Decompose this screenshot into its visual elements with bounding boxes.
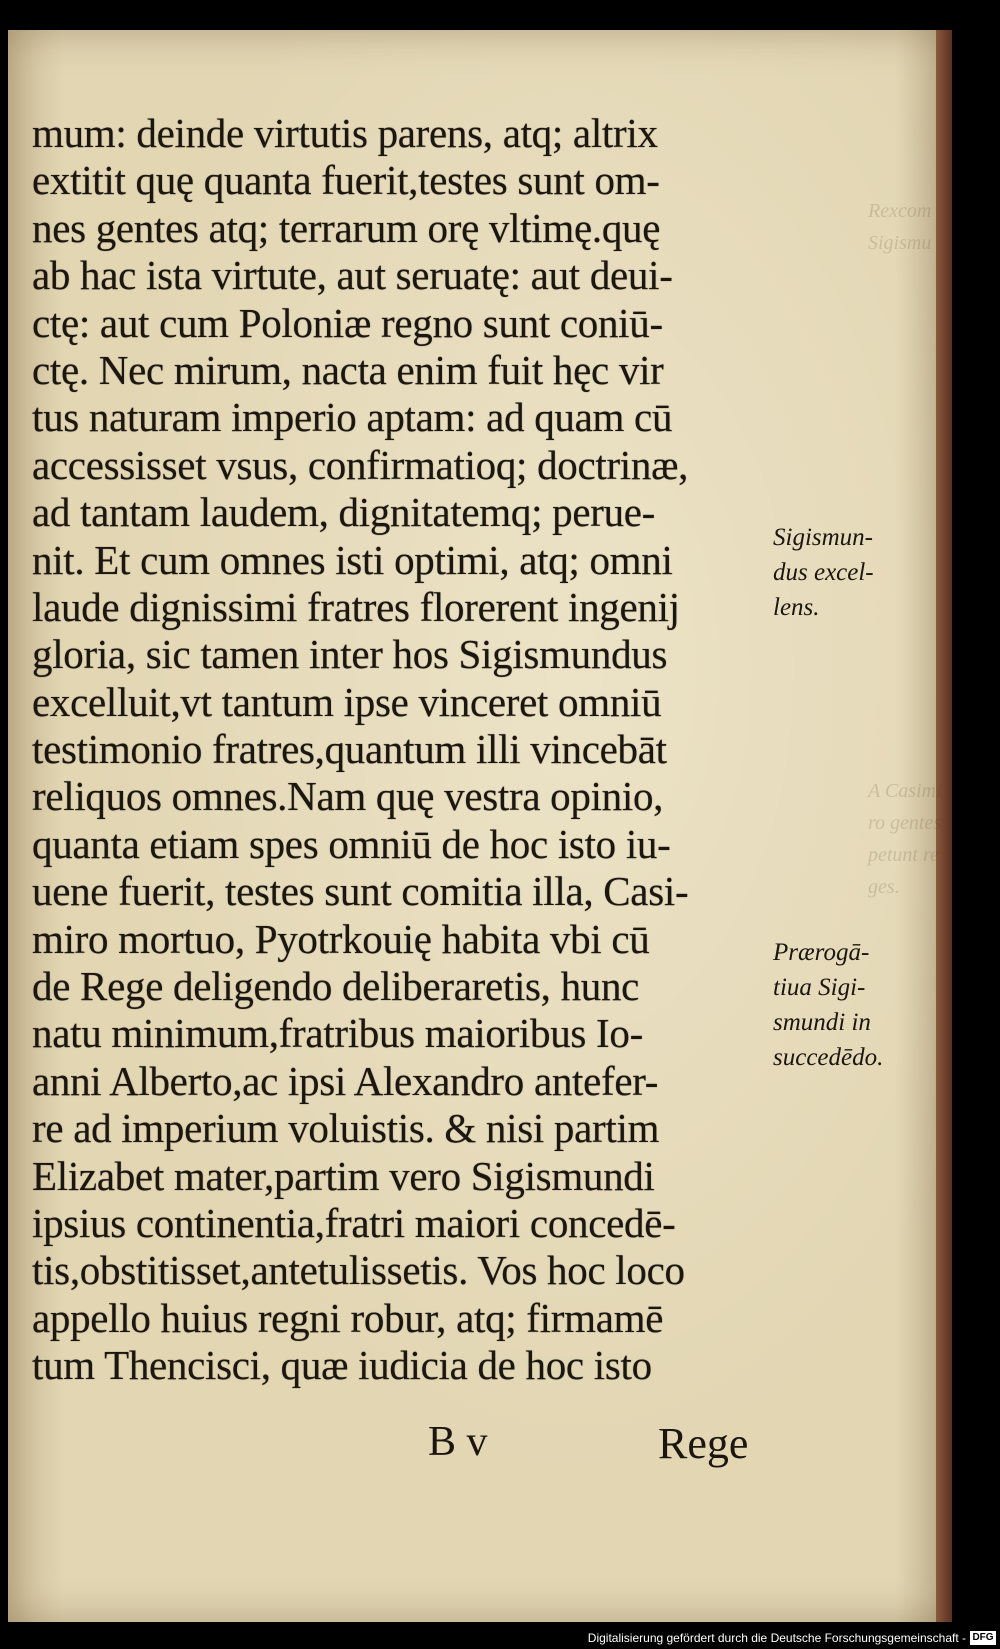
text-line: nes gentes atq; terrarum orę vltimę.quę	[32, 204, 661, 251]
marginal-line: succedēdo.	[773, 1044, 884, 1071]
text-line: ipsius continentia,fratri maiori concedē-	[32, 1199, 676, 1246]
text-line: appello huius regni robur, atq; firmamē	[32, 1294, 664, 1341]
dfg-logo: DFG	[970, 1631, 996, 1645]
text-line: tus naturam imperio aptam: ad quam cū	[32, 394, 673, 441]
text-line: quanta etiam spes omniū de hoc isto iu-	[32, 820, 671, 867]
marginal-line: dus excel-	[773, 559, 874, 586]
text-line: laude dignissimi fratres florerent ingenij	[32, 583, 680, 630]
marginal-line: Sigismun-	[773, 524, 873, 551]
marginal-line: tiua Sigi-	[773, 974, 866, 1001]
marginal-note-praerogatiua	[773, 935, 923, 1075]
text-line: anni Alberto,ac ipsi Alexandro antefer-	[32, 1057, 659, 1104]
text-line: accessisset vsus, confirmatioq; doctrinæ,	[32, 441, 689, 488]
marginal-line: smundi in	[773, 1009, 871, 1036]
show-through-text: Rexcom Sigismu	[868, 200, 932, 254]
text-line: uene fuerit, testes sunt comitia illa, Casi-	[32, 868, 689, 915]
text-line: de Rege deligendo deliberaretis, hunc	[32, 963, 640, 1010]
text-line: excelluit,vt tantum ipse vinceret omniū	[32, 678, 662, 725]
text-line: tum Thencisci, quæ iudicia de hoc isto	[32, 1342, 652, 1389]
text-line: ctę: aut cum Poloniæ regno sunt coniū-	[32, 299, 663, 346]
digitization-notice: Digitalisierung gefördert durch die Deutsche Forschungsgemeinschaft -	[587, 1631, 966, 1645]
digitization-footer-bar	[0, 1625, 1000, 1649]
text-line: gloria, sic tamen inter hos Sigismundus	[32, 631, 668, 678]
text-line: nit. Et cum omnes isti optimi, atq; omni	[32, 536, 673, 583]
marginal-line: lens.	[773, 594, 820, 621]
text-line: natu minimum,fratribus maioribus Io-	[32, 1010, 643, 1057]
marginal-line: Prærogā-	[773, 939, 870, 966]
text-line: reliquos omnes.Nam quę vestra opinio,	[32, 773, 664, 820]
book-page	[8, 30, 952, 1622]
text-line: ad tantam laudem, dignitatemq; perue-	[32, 489, 656, 536]
signature-mark: B v	[428, 1419, 488, 1465]
text-line: ctę. Nec mirum, nacta enim fuit hęc vir	[32, 346, 664, 393]
text-line: testimonio fratres,quantum illi vincebāt	[32, 726, 667, 773]
text-line: tis,obstitisset,antetulissetis. Vos hoc loco	[32, 1247, 685, 1294]
text-line: ab hac ista virtute, aut seruatę: aut deui-	[32, 252, 673, 299]
text-line: Elizabet mater,partim vero Sigismundi	[32, 1152, 655, 1199]
main-text-block	[32, 110, 792, 1390]
catchword: Rege	[658, 1419, 749, 1468]
marginal-note-sigismundus	[773, 520, 923, 625]
text-line: miro mortuo, Pyotrkouię habita vbi cū	[32, 915, 650, 962]
text-line: extitit quę quanta fuerit,testes sunt om-	[32, 157, 660, 204]
show-through-text: A Casimi ro gentes petunt re ges.	[868, 780, 942, 898]
text-line: re ad imperium voluistis. & nisi partim	[32, 1105, 660, 1152]
text-line: mum: deinde virtutis parens, atq; altrix	[32, 110, 658, 156]
